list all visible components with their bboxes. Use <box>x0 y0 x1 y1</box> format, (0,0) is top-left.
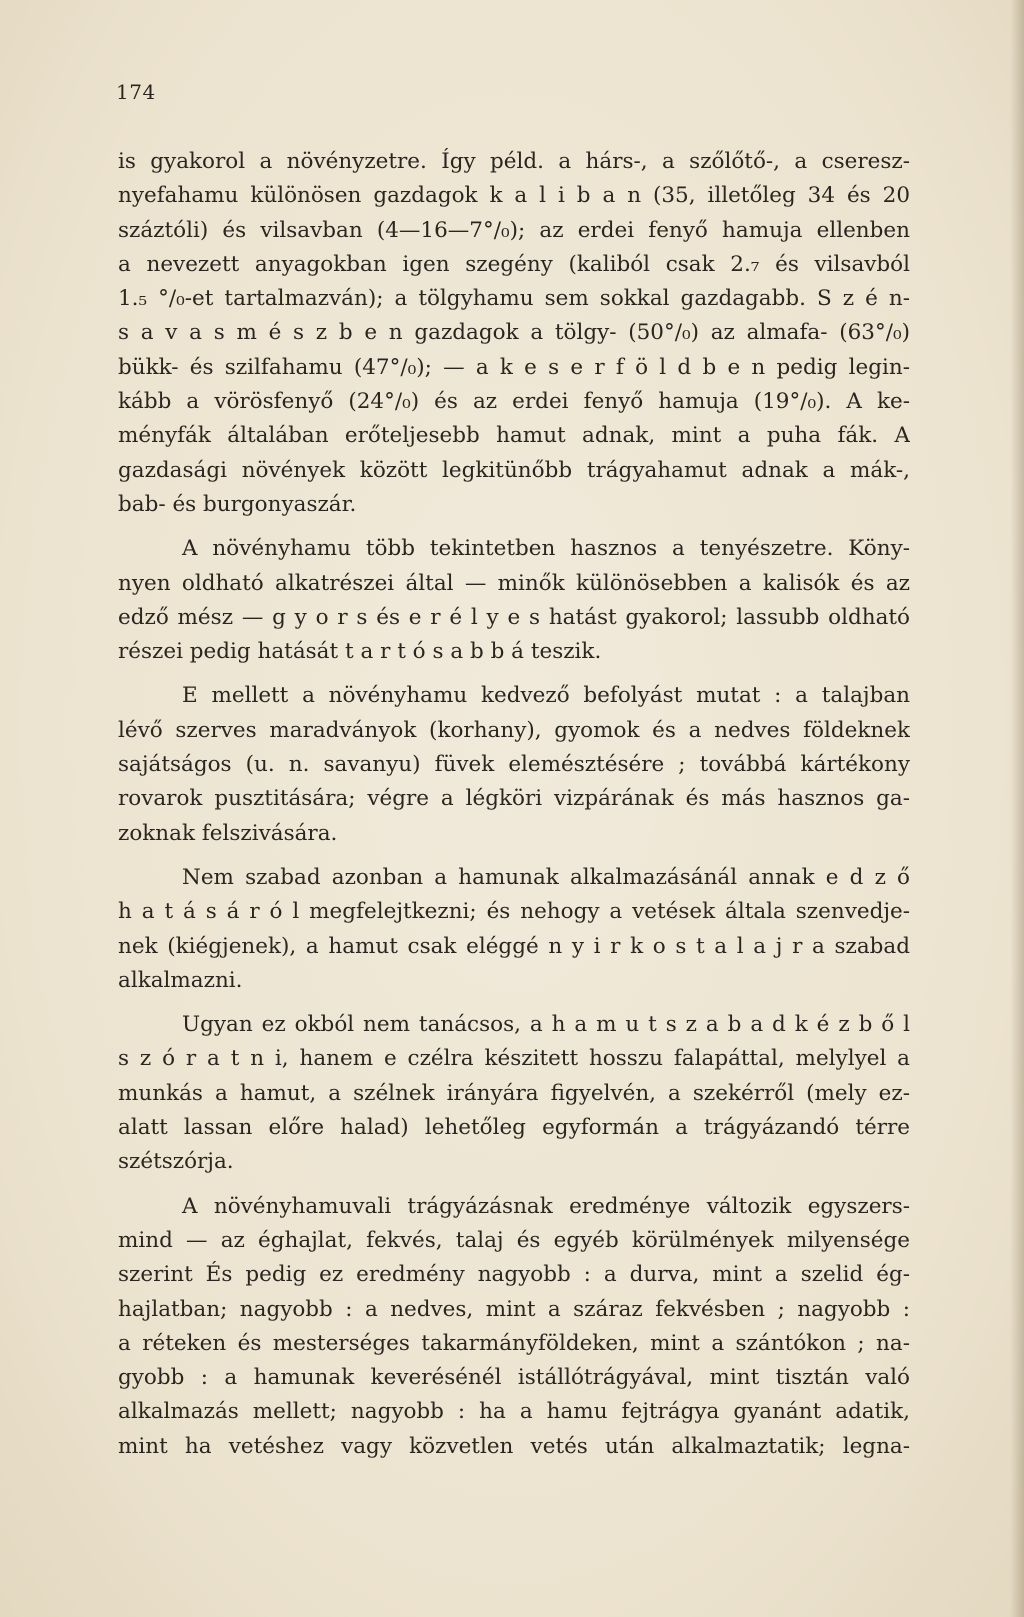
text-line: hajlatban; nagyobb : a nedves, mint a száraz fekvésben ; nagyobb : <box>118 1296 910 1322</box>
text-line: A növényhamu több tekintetben hasznos a tenyészetre. Köny- <box>182 536 910 562</box>
text-line: nyen oldható alkatrészei által — minők különösebben a kalisók és az <box>118 570 910 596</box>
text-line: E mellett a növényhamu kedvező befolyást mutat : a talajban <box>182 683 910 709</box>
text-line: szerint És pedig ez eredmény nagyobb : a durva, mint a szelid ég- <box>118 1262 910 1288</box>
text-line: részei pedig hatását t a r t ó s a b b á teszik. <box>118 639 602 665</box>
paragraph <box>118 1008 910 1179</box>
text-line: s z ó r a t n i, hanem e czélra készitett hosszu falapáttal, melylyel a <box>118 1046 910 1072</box>
text-line: nyefahamu különösen gazdagok k a l i b a n (35, illetőleg 34 és 20 <box>118 183 910 209</box>
text-line: gazdasági növények között legkitünőbb trágyahamut adnak a mák-, <box>118 457 910 483</box>
text-line: alkalmazás mellett; nagyobb : ha a hamu fejtrágya gyanánt adatik, <box>118 1399 910 1425</box>
text-line: 1.₅ °/₀-et tartalmazván); a tölgyhamu sem sokkal gazdagabb. S z é n- <box>118 286 910 312</box>
text-line: rovarok pusztitására; végre a légköri vizpárának és más hasznos ga- <box>118 786 910 812</box>
text-line: bab- és burgonyaszár. <box>118 491 357 517</box>
text-line: nek (kiégjenek), a hamut csak eléggé n y i r k o s t a l a j r a szabad <box>118 933 910 959</box>
text-line: h a t á s á r ó l megfelejtkezni; és nehogy a vetések általa szenvedje- <box>118 899 910 925</box>
paragraph <box>118 679 910 850</box>
body-text <box>118 145 910 1464</box>
text-line: kább a vörösfenyő (24°/₀) és az erdei fenyő hamuja (19°/₀). A ke- <box>118 389 910 415</box>
text-line: Ugyan ez okból nem tanácsos, a h a m u t s z a b a d k é z b ő l <box>182 1012 910 1038</box>
text-line: a réteken és mesterséges takarmányföldeken, mint a szántókon ; na- <box>118 1330 910 1356</box>
text-line: ményfák általában erőteljesebb hamut adnak, mint a puha fák. A <box>118 423 910 449</box>
page-edge-shadow <box>1010 0 1024 1617</box>
paragraph-gap <box>118 669 910 679</box>
text-line: a nevezett anyagokban igen szegény (kaliból csak 2.₇ és vilsavból <box>118 251 910 277</box>
paragraph-gap <box>118 851 910 861</box>
paragraph <box>118 145 910 522</box>
text-line: mind — az éghajlat, fekvés, talaj és egyéb körülmények milyensége <box>118 1227 910 1253</box>
text-line: alatt lassan előre halad) lehetőleg egyformán a trágyázandó térre <box>118 1115 910 1141</box>
paragraph-gap <box>118 522 910 532</box>
text-line: gyobb : a hamunak keverésénél istállótrágyával, mint tisztán való <box>118 1365 910 1391</box>
paragraph <box>118 532 910 669</box>
text-line: bükk- és szilfahamu (47°/₀); — a k e s e r f ö l d b e n pedig legin- <box>118 354 910 380</box>
text-line: Nem szabad azonban a hamunak alkalmazásánál annak e d z ő <box>182 864 910 890</box>
paragraph-gap <box>118 1180 910 1190</box>
text-line: mint ha vetéshez vagy közvetlen vetés után alkalmaztatik; legna- <box>118 1433 910 1459</box>
paragraph <box>118 861 910 998</box>
text-line: is gyakorol a növényzetre. Így péld. a hárs-, a szőlőtő-, a cseresz- <box>118 149 910 174</box>
paragraph <box>118 1190 910 1464</box>
text-line: s a v a s m é s z b e n gazdagok a tölgy- (50°/₀) az almafa- (63°/₀) <box>118 320 910 346</box>
text-line: száztóli) és vilsavban (4—16—7°/₀); az erdei fenyő hamuja ellenben <box>118 217 910 243</box>
text-line: szétszórja. <box>118 1149 234 1175</box>
text-line: alkalmazni. <box>118 967 243 993</box>
text-line: munkás a hamut, a szélnek irányára figyelvén, a szekérről (mely ez- <box>118 1080 910 1106</box>
text-line: zoknak felszivására. <box>118 820 338 846</box>
page-number: 174 <box>116 80 156 104</box>
text-line: A növényhamuvali trágyázásnak eredménye változik egyszers- <box>182 1193 910 1219</box>
paragraph-gap <box>118 998 910 1008</box>
text-line: edző mész — g y o r s és e r é l y e s hatást gyakorol; lassubb oldható <box>118 604 910 630</box>
text-line: lévő szerves maradványok (korhany), gyomok és a nedves földeknek <box>118 717 910 743</box>
text-line: sajátságos (u. n. savanyu) füvek elemésztésére ; továbbá kártékony <box>118 752 910 778</box>
